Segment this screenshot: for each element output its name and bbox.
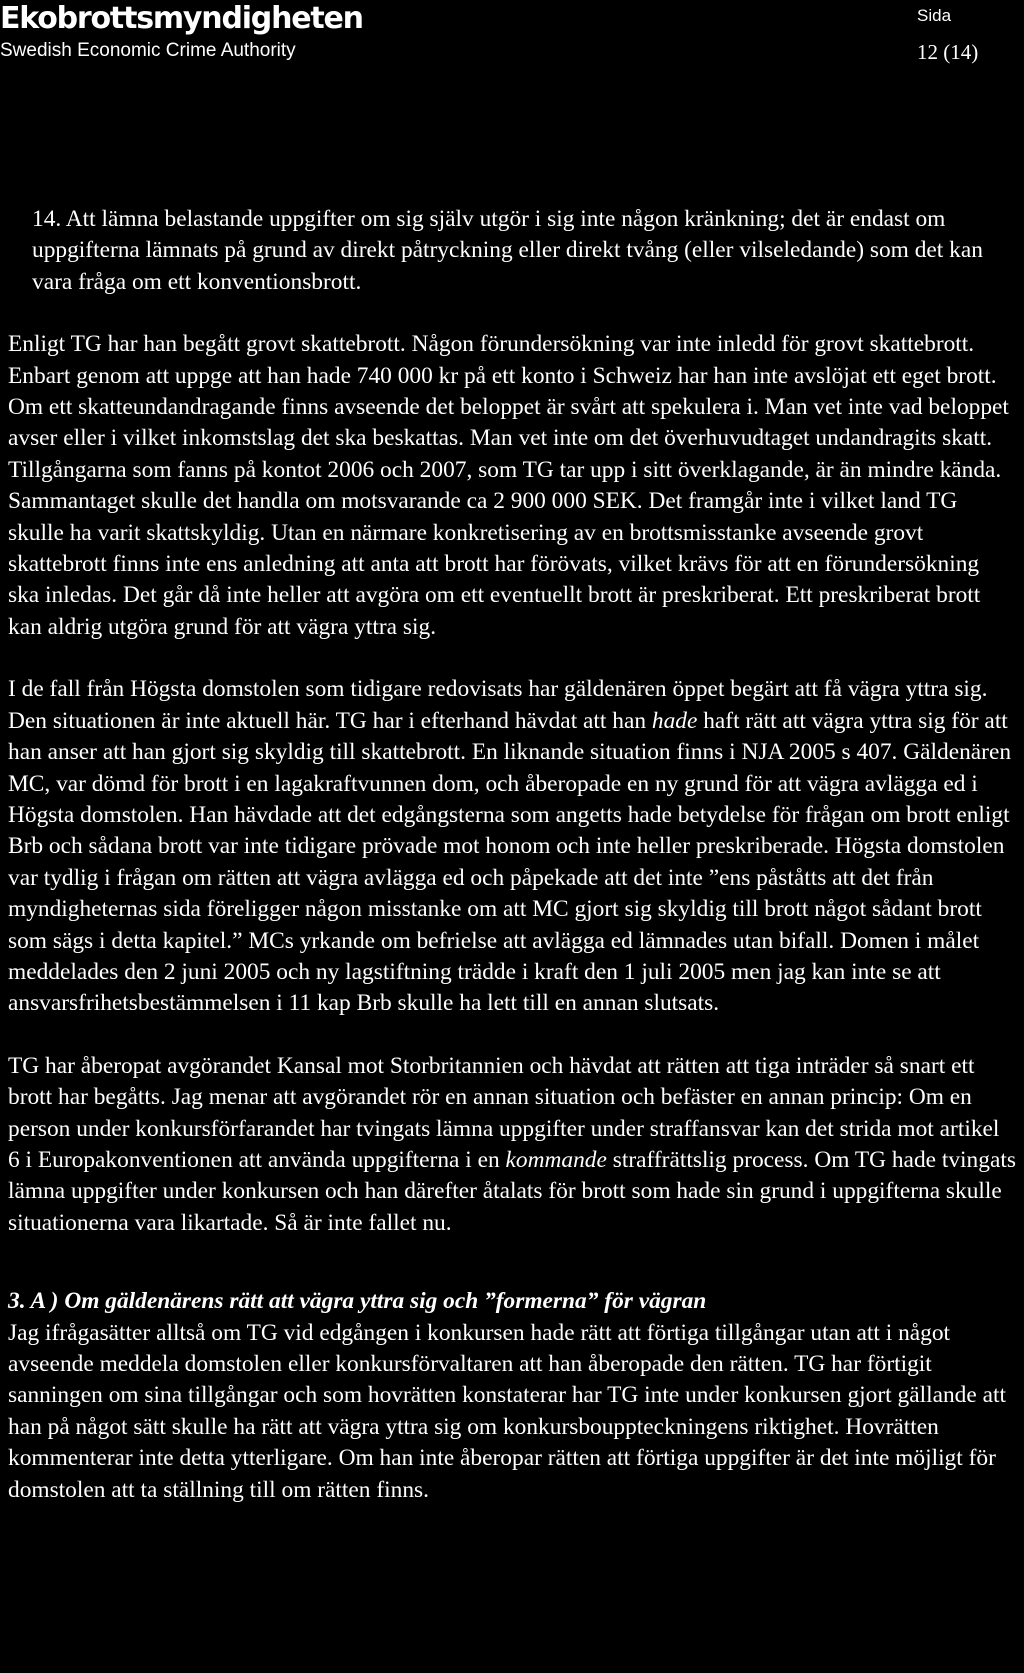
section-heading: 3. A ) Om gäldenärens rätt att vägra yttra sig och ”formerna” för vägran bbox=[8, 1288, 707, 1315]
paragraph-text: straffrättslig process. Om TG hade tvingats lämna uppgifter under konkursen och han därefter åtalats för brott som hade sin grund i uppgifterna skulle situationerna vara likartade. Så är inte fallet nu. bbox=[8, 1146, 1016, 1236]
letterhead bbox=[0, 0, 1024, 80]
document-body bbox=[8, 204, 1016, 1506]
paragraph-text: I de fall från Högsta domstolen som tidigare redovisats har gäldenären öppet begärt att få vägra yttra sig. Den situationen är inte aktuell här. TG har i efterhand hävdat att han bbox=[8, 676, 988, 734]
paragraph-text: TG har åberopat avgörandet Kansal mot Storbritannien och hävdat att rätten att tiga inträder så snart ett brott har begåtts. Jag menar att avgörandet rör en annan situation och befäster en annan princip: Om en person under konkursförfarandet har tvingats lämna uppgifter under straffansvar kan det strida mot artikel 6 i Europakonventionen att använda uppgifterna i en bbox=[8, 1052, 1000, 1173]
paragraph-form-of-refusal: Jag ifrågasätter alltså om TG vid edgången i konkursen hade rätt att förtiga tillgångar utan att i något avseende meddela domstolen eller konkursförvaltaren att han åberopade den rätten. TG har förtigit sanningen om sina tillgångar och som hovrätten konstaterar har TG inte under konkursen gjort gällande att han på något sätt skulle ha rätt att vägra yttra sig om konkursbouppteckningens riktighet. Hovrätten kommenterar inte detta ytterligare. Om han inte åberopar rätten att förtiga uppgifter är det inte möjligt för domstolen att ta ställning till om rätten finns. bbox=[8, 1319, 1006, 1503]
page-number: 12 (14) bbox=[917, 40, 979, 64]
page-label: Sida bbox=[917, 6, 952, 25]
organization-name: Ekobrottsmyndigheten bbox=[0, 1, 363, 36]
organization-subtitle: Swedish Economic Crime Authority bbox=[0, 40, 296, 61]
paragraph-tax-crime: Enligt TG har han begått grovt skattebrott. Någon förundersökning var inte inledd för grovt skattebrott. Enbart genom att uppge att han hade 740 000 kr på ett konto i Schweiz har han inte avslöjat ett eget brott. Om ett skatteundandragande finns avseende det beloppet är svårt att spekulera i. Man vet inte vad beloppet avser eller i vilket inkomstslag det ska beskattas. Man vet inte om det överhuvudtaget undandragits skatt. Tillgångarna som fanns på kontot 2006 och 2007, som TG tar upp i sitt överklagande, är än mindre kända. Sammantaget skulle det handla om motsvarande ca 2 900 000 SEK. Det framgår inte i vilket land TG skulle ha varit skattskyldig. Utan en närmare konkretisering av en brottsmisstanke avseende grovt skattebrott finns inte ens anledning att anta att brott har förövats, vilket krävs för att en förundersökning ska inledas. Det går då inte heller att avgöra om ett eventuellt brott är preskriberat. Ett preskriberat brott kan aldrig utgöra grund för att vägra yttra sig. bbox=[8, 331, 1009, 640]
paragraph-14: 14. Att lämna belastande uppgifter om sig själv utgör i sig inte någon kränkning; det är endast om uppgifterna lämnats på grund av direkt påtryckning eller direkt tvång (eller vilseledande) som det kan vara fråga om ett konventionsbrott. bbox=[32, 206, 983, 295]
emphasis-text: hade bbox=[651, 707, 698, 734]
paragraph-kansal bbox=[8, 1051, 1016, 1239]
paragraph-supreme-court bbox=[8, 674, 1016, 1019]
emphasis-text: kommande bbox=[505, 1146, 607, 1173]
paragraph-text: haft rätt att vägra yttra sig för att han anser att han gjort sig skyldig till skattebrott. En liknande situation finns i NJA 2005 s 407. Gäldenären MC, var dömd för brott i en lagakraftvunnen dom, och åberopade en ny grund för att vägra avlägga ed i Högsta domstolen. Han hävdade att det edgångsterna som angetts hade betydelse för frågan om brott enligt Brb och sådana brott var inte tidigare prövade mot honom och inte heller preskriberade. Högsta domstolen var tydlig i frågan om rätten att vägra avlägga ed och påpekade att det inte ”ens påståtts att det från myndigheternas sida föreligger någon misstanke om att MC gjort sig skyldig till brott något sådant brott som sägs i detta kapitel.” MCs yrkande om befrielse att avlägga ed lämnades utan bifall. Domen i målet meddelades den 2 juni 2005 och ny lagstiftning trädde i kraft den 1 juli 2005 men jag kan inte se att ansvarsfrihetsbestämmelsen i 11 kap Brb skulle ha lett till en annan slutsats. bbox=[8, 707, 1012, 1017]
